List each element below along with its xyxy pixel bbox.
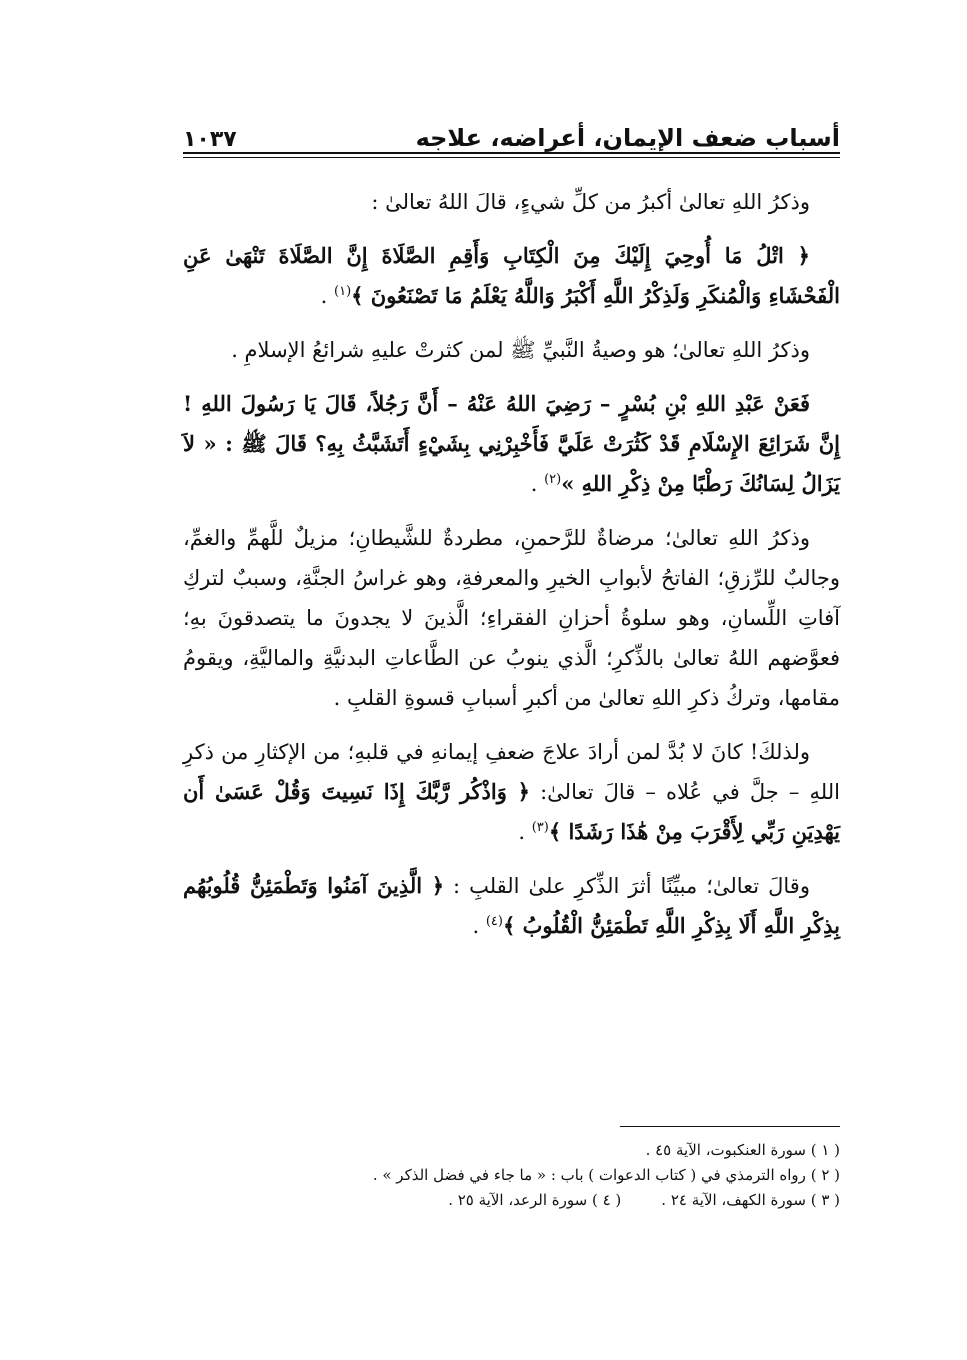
paragraph-text: وذكرُ اللهِ تعالىٰ أكبرُ من كلِّ شيءٍ، قالَ اللهُ تعالىٰ : [371, 190, 810, 214]
footnote-row-3-4 [183, 1188, 840, 1213]
paragraph-tail: . [518, 820, 532, 844]
paragraph-text: وذكرُ اللهِ تعالىٰ؛ هو وصيةُ النَّبيِّ ﷺ لمن كثرتْ عليهِ شرائعُ الإسلامِ . [231, 338, 810, 362]
footnote-ref-1: (١) [334, 284, 352, 299]
paragraph-4-hadith [183, 384, 840, 504]
header-rule-thin [183, 157, 840, 158]
paragraph-1 [183, 182, 840, 222]
quran-verse: ﴿ اتْلُ مَا أُوحِيَ إِلَيْكَ مِنَ الْكِتَابِ وَأَقِمِ الصَّلَاةَ إِنَّ الصَّلَاةَ تَنْهَىٰ عَنِ الْفَحْشَاءِ وَالْمُنكَرِ وَلَذِكْرُ اللَّهِ أَكْبَرُ وَاللَّهُ يَعْلَمُ مَا تَصْنَعُونَ ﴾ [183, 243, 840, 308]
footnote-3: ( ٣ ) سورة الكهف، الآية ٢٤ . [661, 1191, 840, 1209]
paragraph-text: وقالَ تعالىٰ؛ مبيِّنًا أثرَ الذِّكرِ علىٰ القلبِ : [444, 874, 810, 898]
running-title: أسباب ضعف الإيمان، أعراضه، علاجه [415, 124, 840, 152]
footnote-1: ( ١ ) سورة العنكبوت، الآية ٤٥ . [645, 1141, 840, 1159]
paragraph-tail: . [320, 284, 335, 308]
hadith-text: فَعَنْ عَبْدِ اللهِ بْنِ بُسْرٍ – رَضِيَ اللهُ عَنْهُ – أَنَّ رَجُلاً، قَالَ يَا رَسُولَ اللهِ ! إِنَّ شَرَائِعَ الإِسْلَامِ قَدْ كَثُرَتْ عَلَيَّ فَأَخْبِرْنِي بِشَيْءٍ أَتَشَبَّثُ بِهِ؟ قَالَ ﷺ : « لاَ يَزَالُ لِسَانُكَ رَطْبًا مِنْ ذِكْرِ اللهِ » [183, 391, 840, 496]
paragraph-5 [183, 518, 840, 718]
paragraph-2-quran-verse [183, 236, 840, 316]
quran-verse: ﴿ الَّذِينَ آمَنُوا وَتَطْمَئِنُّ قُلُوبُهُم بِذِكْرِ اللَّهِ أَلَا بِذِكْرِ اللَّهِ تَطْمَئِنُّ الْقُلُوبُ ﴾ [183, 873, 840, 938]
paragraph-text: ولذلكَ! كانَ لا بُدَّ لمن أرادَ علاجَ ضعفِ إيمانهِ في قلبهِ؛ من الإكثارِ من ذكرِ اللهِ – جلَّ في عُلاه – قالَ تعالىٰ: [183, 740, 840, 804]
footnote-ref-4: (٤) [485, 914, 503, 929]
footnote-ref-3: (٣) [531, 820, 549, 835]
footnote-separator [620, 1126, 840, 1127]
paragraph-7 [183, 866, 840, 946]
running-header [183, 112, 840, 152]
main-text [183, 182, 840, 960]
footnote-2: ( ٢ ) رواه الترمذي في ( كتاب الدعوات ) باب : « ما جاء في فضل الذكر » . [372, 1166, 840, 1184]
quran-verse: ﴿ وَاذْكُر رَّبَّكَ إِذَا نَسِيتَ وَقُلْ عَسَىٰ أَن يَهْدِيَنِ رَبِّي لِأَقْرَبَ مِنْ هَٰذَا رَشَدًا ﴾ [183, 779, 840, 844]
footnote-4: ( ٤ ) سورة الرعد، الآية ٢٥ . [448, 1191, 622, 1209]
page-number: ١٠٣٧ [183, 127, 237, 152]
paragraph-3 [183, 330, 840, 370]
paragraph-tail: . [530, 472, 545, 496]
paragraph-6 [183, 732, 840, 852]
paragraph-text: وذكرُ اللهِ تعالىٰ؛ مرضاةٌ للرَّحمنِ، مطردةٌ للشَّيطانِ؛ مزيلٌ للَّهمِّ والغمِّ، وجالبٌ للرِّزقِ؛ الفاتحُ لأبوابِ الخيرِ والمعرفةِ، وهو غراسُ الجنَّةِ، وسببٌ لتركِ آفاتِ اللِّسانِ، وهو سلوةُ أحزانِ الفقراءِ؛ الَّذينَ لا يجدونَ ما يتصدقونَ بهِ؛ فعوَّضهم اللهُ تعالىٰ بالذِّكرِ؛ الَّذي ينوبُ عن الطَّاعاتِ البدنيَّةِ والماليَّةِ، ويقومُ مقامها، وتركُ ذكرِ اللهِ تعالىٰ من أكبرِ أسبابِ قسوةِ القلبِ . [183, 526, 840, 710]
header-rule [183, 152, 840, 154]
paragraph-tail: . [472, 914, 486, 938]
footnote-ref-2: (٢) [544, 472, 562, 487]
footnotes [183, 1138, 840, 1213]
